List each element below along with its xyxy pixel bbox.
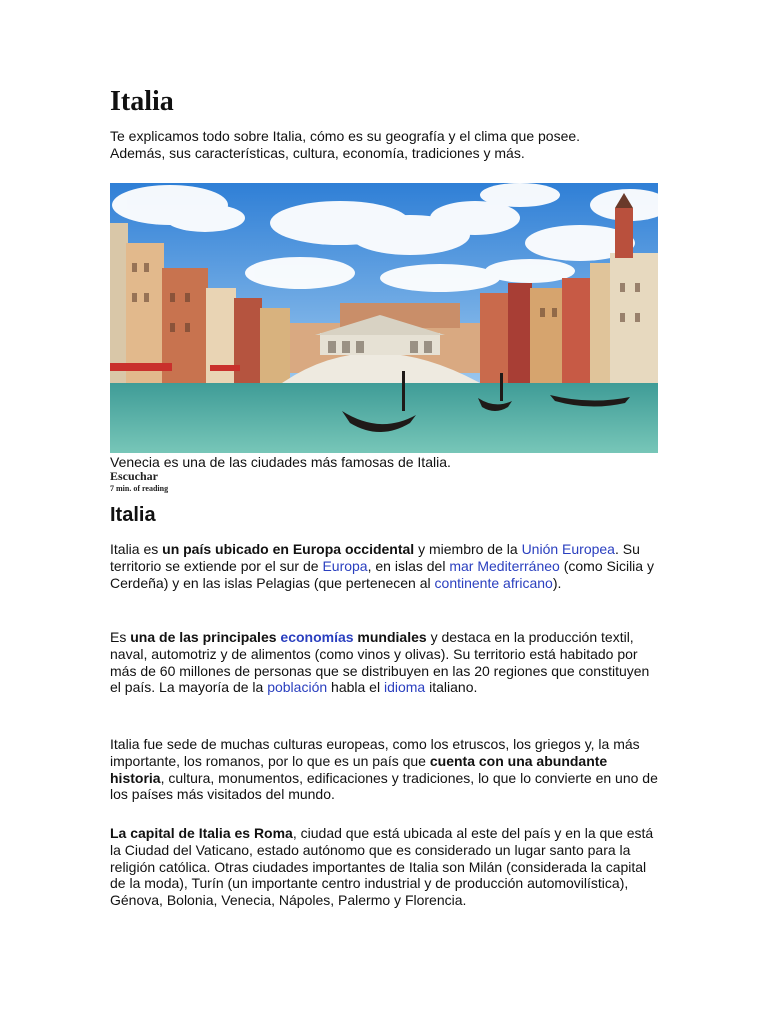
p1-text-4: , en islas del <box>367 557 450 574</box>
p1-text-6: ). <box>552 574 562 591</box>
link-continente-africano[interactable]: continente africano <box>434 574 553 591</box>
link-poblacion[interactable]: población <box>267 679 328 696</box>
link-mar-mediterraneo[interactable]: mar Mediterráneo <box>449 557 560 574</box>
p1-text-3: . Su territorio se extiende por el sur de <box>110 541 640 574</box>
p2-text-2: y destaca en la producción textil, naval, automotriz y de alimentos (como vinos y olivas). Su territorio está habitado por más de 60 millones de personas que se distribuyen en las 20 regiones que constituyen el país. La mayoría de la <box>110 629 650 696</box>
p1-text-5: (como Sicilia y Cerdeña) y en las islas Pelagias (que pertenecen al <box>110 557 654 591</box>
intro-line-2: Además, sus características, cultura, economía, tradiciones y más. <box>110 145 525 161</box>
paragraph-4 <box>110 825 658 909</box>
p2-text-1: Es <box>110 629 131 645</box>
link-europa[interactable]: Europa <box>322 557 368 574</box>
reading-time: 7 min. of reading <box>110 484 169 493</box>
p4-text-1: , ciudad que está ubicada al este del país y en la que está la Ciudad del Vaticano, estado autónomo que es considerado un lugar santo para la religión católica. Otras ciudades importantes de Italia son Milán (considerada la capital de la moda), Turín (un importante centro industrial y de producción automovilística), Génova, Bolonia, Venecia, Nápoles, Palermo y Florencia. <box>110 825 654 909</box>
article-intro <box>110 128 660 162</box>
image-caption: Venecia es una de las ciudades más famosas de Italia. <box>110 454 451 470</box>
p3-text-2: , cultura, monumentos, edificaciones y tradiciones, lo que lo convierte en uno de los países más visitados del mundo. <box>110 769 658 803</box>
intro-line-1: Te explicamos todo sobre Italia, cómo es su geografía y el clima que posee. <box>110 128 581 144</box>
paragraph-1 <box>110 541 658 591</box>
p1-text-2: y miembro de la <box>414 541 522 557</box>
venice-illustration <box>110 183 658 453</box>
link-economias[interactable]: economías <box>280 629 354 645</box>
p1-bold-1: un país ubicado en Europa occidental <box>162 541 415 557</box>
page-title: Italia <box>110 86 174 117</box>
p2-text-3: habla el <box>327 679 384 696</box>
p3-bold-1: cuenta con una abundante historia <box>110 752 608 786</box>
paragraph-3 <box>110 736 658 803</box>
paragraph-2 <box>110 629 658 696</box>
link-idioma[interactable]: idioma <box>383 679 426 696</box>
p3-text-1: Italia fue sede de muchas culturas europeas, como los etruscos, los griegos y, la más importante, los romanos, por lo que es un país que <box>110 736 640 769</box>
section-heading: Italia <box>110 504 156 526</box>
p2-bold-1: una de las principales <box>130 629 281 645</box>
p1-text-1: Italia es <box>110 541 163 557</box>
listen-button[interactable]: Escuchar <box>110 469 158 483</box>
link-union-europea[interactable]: Unión Europea <box>521 541 615 557</box>
p2-text-4: italiano. <box>425 679 478 696</box>
p2-bold-2: mundiales <box>353 629 427 645</box>
p4-bold-1: La capital de Italia es Roma <box>110 825 293 841</box>
venice-hero-image <box>110 183 658 453</box>
